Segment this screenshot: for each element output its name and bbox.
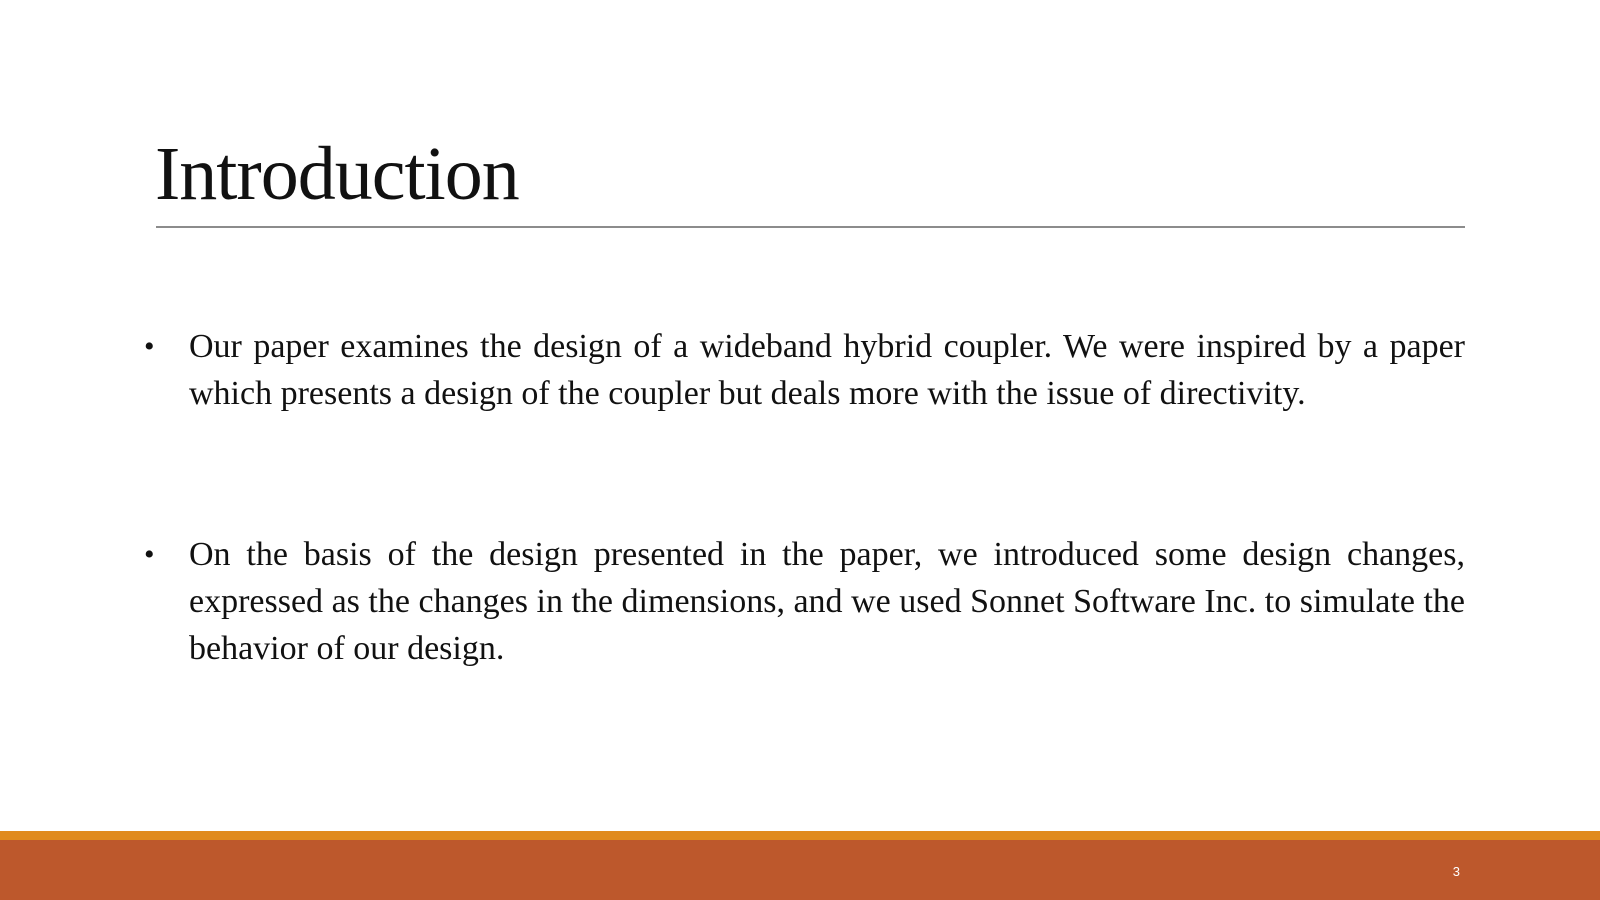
slide-title: Introduction (155, 132, 519, 216)
footer-bar (0, 840, 1600, 900)
footer-accent-stripe (0, 831, 1600, 840)
bullet-list (140, 323, 1465, 672)
bullet-text: Our paper examines the design of a wideband hybrid coupler. We were inspired by a paper which presents a design of the coupler but deals more with the issue of directivity. (189, 328, 1465, 412)
bullet-item (140, 531, 1465, 672)
slide-page-number: 3 (1452, 864, 1460, 879)
bullet-text: On the basis of the design presented in the paper, we introduced some design changes, expressed as the changes in the dimensions, and we used Sonnet Software Inc. to simulate the behavior of our design. (189, 536, 1465, 667)
bullet-item (140, 323, 1465, 417)
title-underline (156, 226, 1465, 228)
bullet-icon: • (144, 538, 155, 571)
bullet-icon: • (144, 330, 155, 363)
